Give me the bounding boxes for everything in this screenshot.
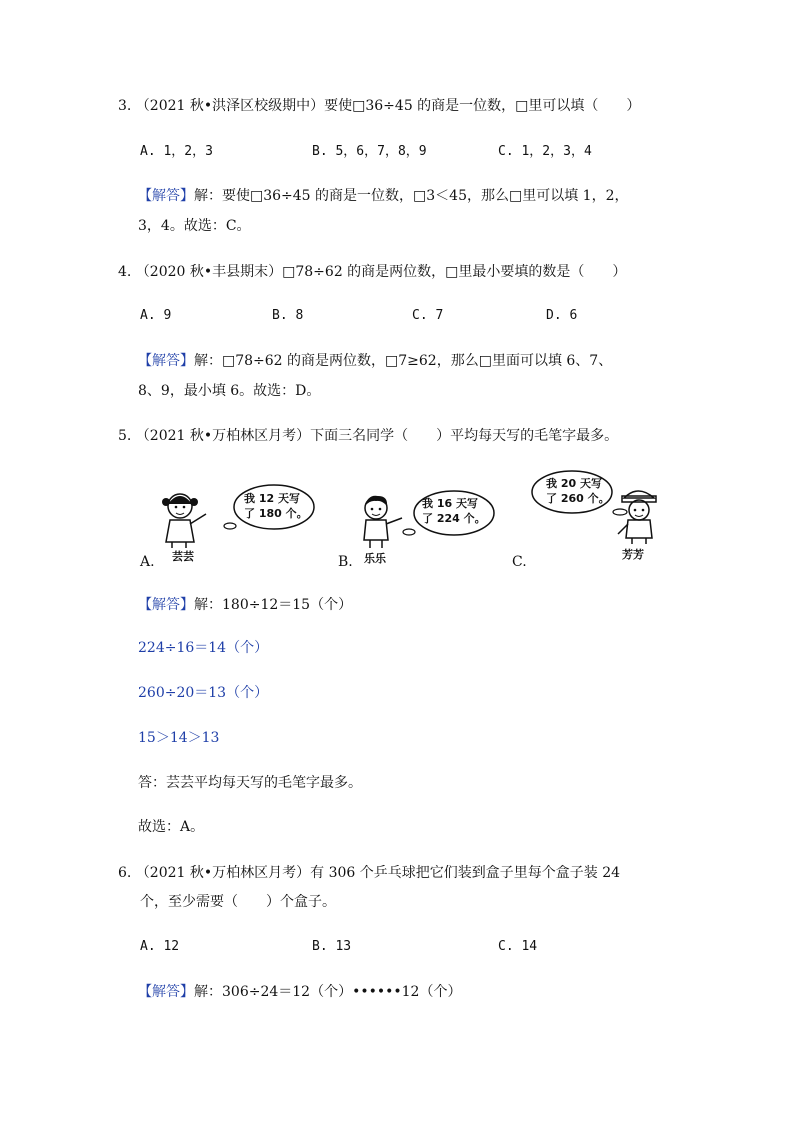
kid-name-c: 芳芳 — [622, 548, 644, 561]
q4-option-d: D. 6 — [546, 308, 578, 323]
girl-with-hat-figure-icon — [610, 484, 670, 550]
q5-option-c: C. — [512, 554, 527, 570]
bubble-b-line1: 我 16 天写 — [422, 497, 478, 510]
girl-figure-icon — [158, 488, 218, 554]
q4-option-a: A. 9 — [140, 308, 172, 323]
q4-stem: 4. （2020 秋•丰县期末）□78÷62 的商是两位数，□里最小要填的数是（ ） — [118, 264, 627, 280]
q3-stem: 3. （2021 秋•洪泽区校级期中）要使□36÷45 的商是一位数，□里可以填（ ） — [118, 98, 641, 114]
answer-tag: 【解答】 — [138, 597, 194, 613]
bubble-a-line2: 了 180 个。 — [244, 507, 308, 520]
q4-answer-line2: 8、9，最小填 6。故选：D。 — [138, 383, 321, 399]
q6-stem-line1: 6. （2021 秋•万柏林区月考）有 306 个乒乓球把它们装到盒子里每个盒子装 24 — [118, 865, 621, 881]
q4-answer-text: 解：□78÷62 的商是两位数，□7≥62，那么□里面可以填 6、7、 — [194, 353, 613, 369]
q5-answer-text: 解：180÷12＝15（个） — [194, 597, 353, 613]
q6-option-b: B. 13 — [312, 939, 352, 954]
q3-option-a: A. 1，2，3 — [140, 144, 213, 159]
q6-stem-line2: 个，至少需要（ ）个盒子。 — [140, 894, 336, 910]
answer-tag: 【解答】 — [138, 188, 194, 204]
q6-option-a: A. 12 — [140, 939, 180, 954]
q4-option-c: C. 7 — [412, 308, 444, 323]
q3-answer-line2: 3，4。故选：C。 — [138, 218, 251, 234]
bubble-a-line1: 我 12 天写 — [244, 492, 300, 505]
q6-answer-text: 解：306÷24＝12（个）••••••12（个） — [194, 984, 462, 1000]
q5-option-b: B. — [338, 554, 353, 570]
q4-answer-line1 — [138, 351, 612, 371]
q4-option-b: B. 8 — [272, 308, 304, 323]
q5-stem: 5. （2021 秋•万柏林区月考）下面三名同学（ ）平均每天写的毛笔字最多。 — [118, 428, 619, 444]
bubble-c-line1: 我 20 天写 — [546, 477, 602, 490]
q3-option-b: B. 5，6，7，8，9 — [312, 144, 427, 159]
q5-answer-line4: 15＞14＞13 — [138, 730, 220, 746]
q6-option-c: C. 14 — [498, 939, 538, 954]
answer-tag: 【解答】 — [138, 984, 194, 1000]
q5-answer-line2: 224÷16＝14（个） — [138, 640, 269, 656]
answer-tag: 【解答】 — [138, 353, 194, 369]
bubble-b-line2: 了 224 个。 — [422, 512, 486, 525]
q3-answer-line1 — [138, 186, 628, 206]
q5-option-a: A. — [140, 554, 155, 570]
kid-name-a: 芸芸 — [172, 550, 194, 563]
q5-answer-line3: 260÷20＝13（个） — [138, 685, 269, 701]
q5-answer-line6: 故选：A。 — [138, 819, 205, 835]
q5-answer-line5: 答：芸芸平均每天写的毛笔字最多。 — [138, 775, 362, 791]
q3-answer-text: 解：要使□36÷45 的商是一位数，□3＜45，那么□里可以填 1，2， — [194, 188, 629, 204]
bubble-c-line2: 了 260 个。 — [546, 492, 610, 505]
q3-option-c: C. 1，2，3，4 — [498, 144, 592, 159]
q6-answer-line1 — [138, 982, 461, 1002]
kid-name-b: 乐乐 — [364, 552, 386, 565]
q5-answer-line1 — [138, 595, 352, 615]
